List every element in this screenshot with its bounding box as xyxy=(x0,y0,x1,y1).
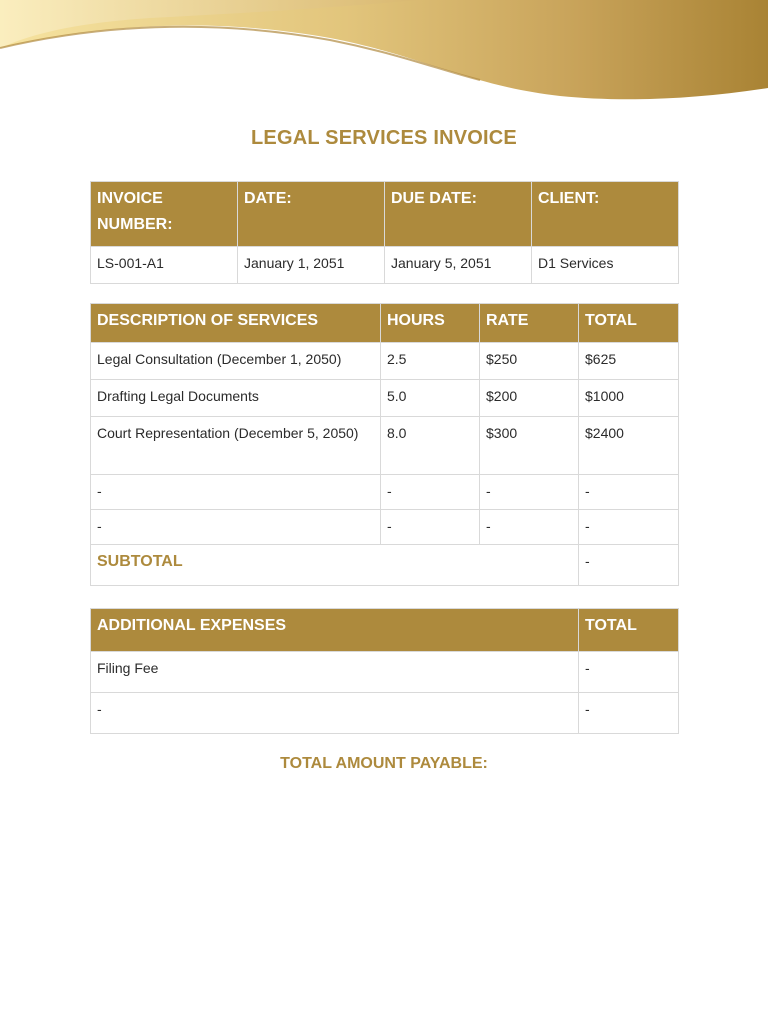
expenses-table xyxy=(90,608,679,734)
client-header: CLIENT: xyxy=(532,182,679,247)
service-hours: - xyxy=(381,475,480,510)
expenses-total-header: TOTAL xyxy=(579,609,679,652)
service-description: - xyxy=(91,510,381,545)
description-header: DESCRIPTION OF SERVICES xyxy=(91,304,381,343)
service-hours: 2.5 xyxy=(381,343,480,380)
total-amount-payable-label: TOTAL AMOUNT PAYABLE xyxy=(280,755,483,772)
table-row xyxy=(91,652,679,693)
expense-total: - xyxy=(579,693,679,734)
header-wave-decoration xyxy=(0,0,768,110)
expense-total: - xyxy=(579,652,679,693)
expense-description: - xyxy=(91,693,579,734)
info-header-row xyxy=(91,182,679,247)
subtotal-row xyxy=(91,545,679,586)
table-row xyxy=(91,475,679,510)
info-value-row xyxy=(91,247,679,284)
invoice-info-table xyxy=(90,181,679,284)
service-description: Court Representation (December 5, 2050) xyxy=(91,417,381,475)
service-description: - xyxy=(91,475,381,510)
service-hours: 5.0 xyxy=(381,380,480,417)
hours-header: HOURS xyxy=(381,304,480,343)
service-total: $625 xyxy=(579,343,679,380)
date-header: DATE: xyxy=(238,182,385,247)
services-table xyxy=(90,303,679,586)
date-value: January 1, 2051 xyxy=(238,247,385,284)
subtotal-label: SUBTOTAL xyxy=(91,545,579,586)
service-total: - xyxy=(579,510,679,545)
total-amount-payable-colon: : xyxy=(482,755,488,772)
invoice-number-value: LS-001-A1 xyxy=(91,247,238,284)
table-row xyxy=(91,510,679,545)
subtotal-value: - xyxy=(579,545,679,586)
due-date-value: January 5, 2051 xyxy=(385,247,532,284)
services-header-row xyxy=(91,304,679,343)
client-value: D1 Services xyxy=(532,247,679,284)
expenses-header-row xyxy=(91,609,679,652)
total-header: TOTAL xyxy=(579,304,679,343)
service-total: $1000 xyxy=(579,380,679,417)
due-date-header: DUE DATE: xyxy=(385,182,532,247)
service-hours: - xyxy=(381,510,480,545)
service-rate: $300 xyxy=(480,417,579,475)
additional-expenses-header: ADDITIONAL EXPENSES xyxy=(91,609,579,652)
service-rate: - xyxy=(480,510,579,545)
service-total: $2400 xyxy=(579,417,679,475)
table-row xyxy=(91,380,679,417)
rate-header: RATE xyxy=(480,304,579,343)
invoice-title: LEGAL SERVICES INVOICE xyxy=(251,127,517,149)
service-description: Legal Consultation (December 1, 2050) xyxy=(91,343,381,380)
service-rate: $200 xyxy=(480,380,579,417)
service-total: - xyxy=(579,475,679,510)
service-description: Drafting Legal Documents xyxy=(91,380,381,417)
service-rate: $250 xyxy=(480,343,579,380)
total-amount-payable xyxy=(0,755,768,773)
table-row xyxy=(91,693,679,734)
table-row xyxy=(91,343,679,380)
service-hours: 8.0 xyxy=(381,417,480,475)
invoice-number-header: INVOICE NUMBER: xyxy=(91,182,238,247)
table-row xyxy=(91,417,679,475)
service-rate: - xyxy=(480,475,579,510)
expense-description: Filing Fee xyxy=(91,652,579,693)
